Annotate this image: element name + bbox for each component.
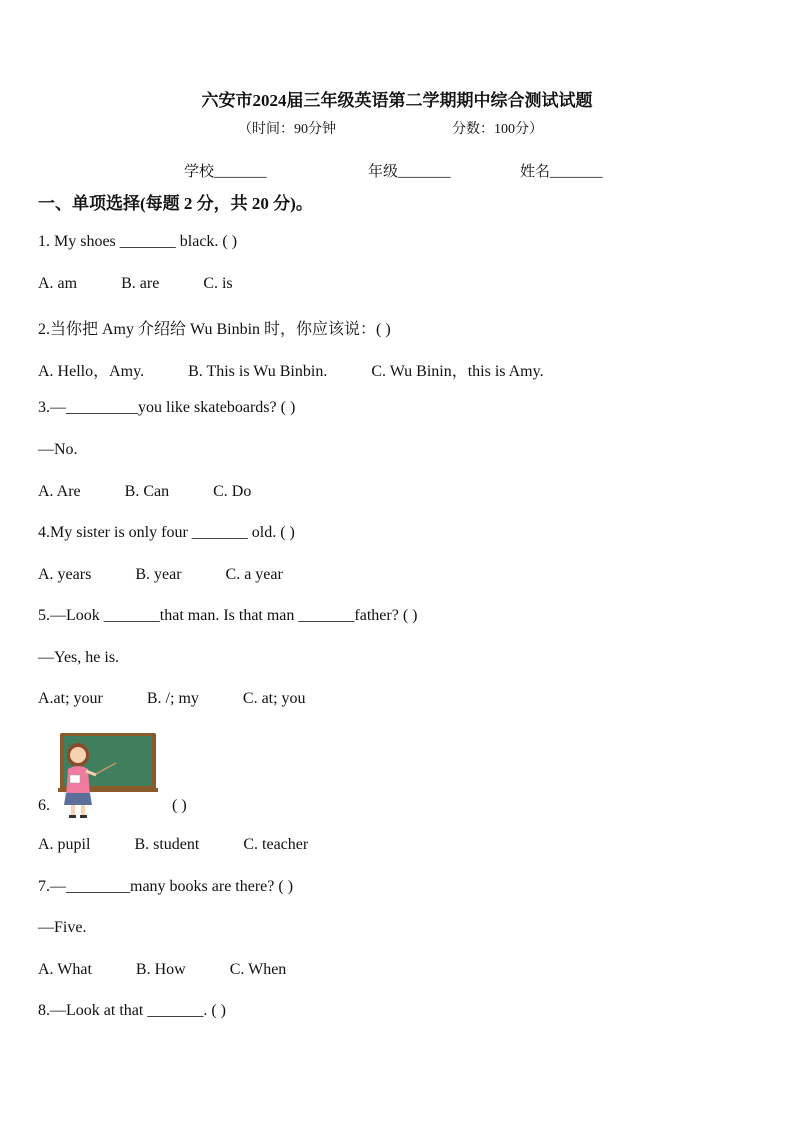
page-title: 六安市2024届三年级英语第二学期期中综合测试试题 [201, 91, 593, 110]
option-c[interactable]: C. Do [213, 483, 252, 500]
option-a[interactable]: A.at; your [38, 690, 103, 707]
option-c[interactable]: C. Wu Binin，this is Amy. [371, 363, 544, 380]
option-a[interactable]: A. am [38, 275, 78, 292]
question-4-options [38, 566, 327, 584]
question-8-stem: 8.—Look at that _______. ( ) [38, 1002, 226, 1019]
question-6-number: 6. [38, 797, 50, 814]
question-5-options [38, 690, 350, 708]
school-field[interactable]: 学校_______ [184, 164, 267, 180]
option-b[interactable]: B. year [135, 566, 182, 583]
exam-time: （时间：90分钟 [238, 122, 336, 137]
question-2-options [38, 358, 588, 381]
option-a[interactable]: A. years [38, 566, 92, 583]
grade-field[interactable]: 年级_______ [368, 164, 451, 180]
question-1-stem: 1. My shoes _______ black. ( ) [38, 233, 238, 250]
option-c[interactable]: C. teacher [243, 836, 309, 853]
option-c[interactable]: C. is [203, 275, 233, 292]
question-1-options [38, 275, 277, 293]
question-7-stem: 7.—________many books are there? ( ) [38, 878, 294, 895]
option-a[interactable]: A. Are [38, 483, 81, 500]
teacher-at-blackboard-icon [56, 731, 160, 819]
option-a[interactable]: A. What [38, 961, 92, 978]
question-3-options [38, 483, 295, 501]
section-heading: 一、单项选择(每题 2 分，共 20 分)。 [38, 194, 313, 213]
question-3-answer-line: —No. [38, 441, 78, 458]
option-a[interactable]: A. pupil [38, 836, 91, 853]
option-c[interactable]: C. at; you [242, 690, 306, 707]
exam-score: 分数：100分） [452, 122, 543, 137]
option-b[interactable]: B. This is Wu Binbin. [188, 363, 328, 380]
option-b[interactable]: B. How [135, 961, 186, 978]
name-field[interactable]: 姓名_______ [520, 164, 603, 180]
option-a[interactable]: A. Hello，Amy. [38, 363, 145, 380]
option-c[interactable]: C. a year [225, 566, 283, 583]
option-b[interactable]: B. student [134, 836, 200, 853]
option-b[interactable]: B. Can [124, 483, 170, 500]
question-7-options [38, 961, 330, 979]
question-4-stem: 4.My sister is only four _______ old. ( ) [38, 524, 295, 541]
option-b[interactable]: B. are [121, 275, 160, 292]
question-5-stem: 5.—Look _______that man. Is that man _______father? ( ) [38, 607, 418, 624]
option-c[interactable]: C. When [229, 961, 287, 978]
question-5-answer-line: —Yes, he is. [38, 649, 120, 666]
question-7-answer-line: —Five. [38, 919, 87, 936]
question-2-stem: 2.当你把 Amy 介绍给 Wu Binbin 时，你应该说：( ) [38, 321, 391, 338]
option-b[interactable]: B. /; my [146, 690, 199, 707]
question-6-answer-paren: ( ) [172, 797, 187, 814]
question-6-options [38, 836, 352, 854]
question-3-stem: 3.—_________you like skateboards? ( ) [38, 399, 296, 416]
